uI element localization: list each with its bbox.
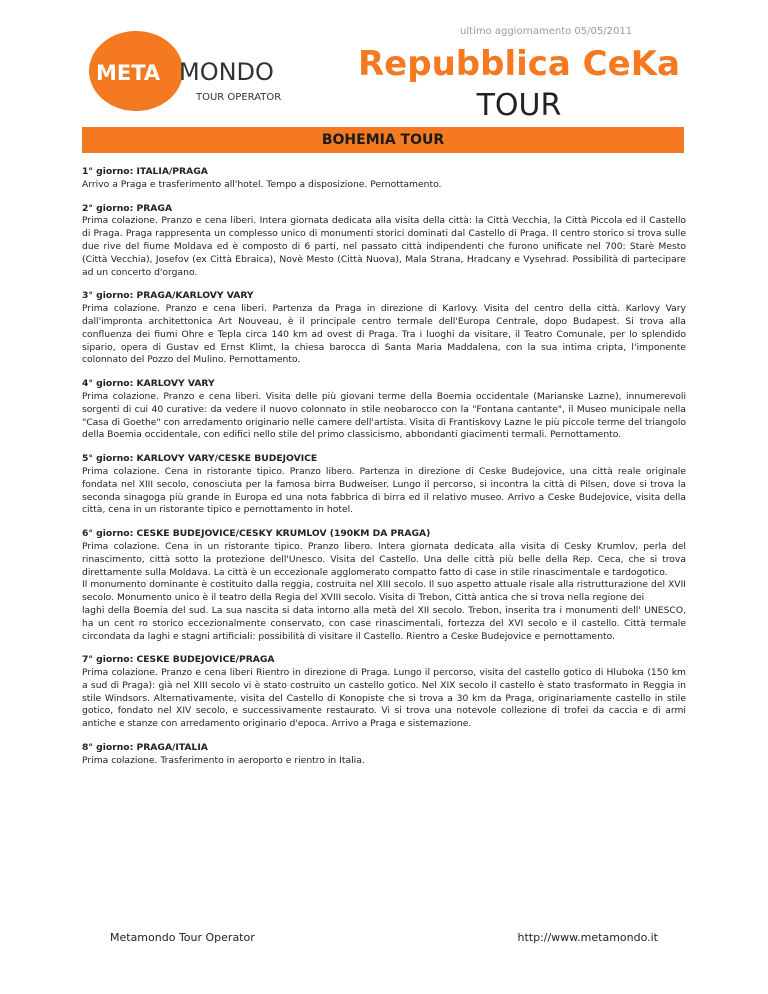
itinerary	[82, 166, 686, 779]
day-section	[82, 378, 686, 442]
title-tour: TOUR	[476, 88, 562, 123]
logo-word-meta: META	[96, 61, 161, 85]
day-section	[82, 654, 686, 731]
logo-tagline: TOUR OPERATOR	[196, 92, 282, 103]
last-updated: ultimo aggiornamento 05/05/2011	[460, 26, 633, 37]
day-title: 1° giorno: ITALIA/PRAGA	[82, 166, 208, 177]
day-description: Prima colazione. Cena in un ristorante tipico. Pranzo libero. Intera giornata dedicata alla visita di Cesky Krumlov, perla del rinascimento, città sotto la protezione dell'Unesco. Visita del Castello. Una delle città più belle della Rep. Ceca, che si trova direttamente sulla Moldava. La città è un eccezionale agglomerato compatto fatto di case in stile rinascimentale e tardogotico. Il monumento dominante è costituito dalla reggia, costruita nel XIII secolo. Il suo aspetto attuale risale alla ristrutturazione del XVII secolo. Monumento unico è il teatro della Regia del XVIII secolo. Visita di Trebon, Città antica che si trova nella regione dei laghi della Boemia del sud. La sua nascita si data intorno alla metà del XII secolo. Trebon, inserita tra i monumenti dell' UNESCO, ha un cent ro storico eccezionalmente conservato, con case rinascimentali, fortezza del XVI secolo e il castello. Città termale circondata da laghi e stagni artificiali: possibilità di visitare il Castello. Rientro a Ceske Budejovice e pernottamento.	[82, 540, 686, 642]
logo-word-mondo: MONDO	[179, 58, 274, 86]
day-title: 7° giorno: CESKE BUDEJOVICE/PRAGA	[82, 654, 275, 666]
day-description: Prima colazione. Cena in ristorante tipico. Pranzo libero. Partenza in direzione di Ceske Budejovice, una città reale originale fondata nel XIII secolo, conosciuta per la famosa birra Budweiser. Lungo il percorso, si incontra la città di Pilsen, dove si trova la seconda sinagoga più grande in Europa ed una nota fabbrica di birra ed il relativo museo. Arrivo a Ceske Budejovice, visita della città, cena in un ristorante tipico e pernottamento in hotel.	[82, 465, 686, 516]
day-section	[82, 166, 686, 192]
day-title: 6° giorno: CESKE BUDEJOVICE/CESKY KRUMLOV (190KM DA PRAGA)	[82, 528, 431, 540]
day-title: 2° giorno: PRAGA	[82, 202, 173, 214]
day-title: 4° giorno: KARLOVY VARY	[82, 378, 215, 390]
page-title	[358, 44, 680, 124]
day-title: 8° giorno: PRAGA/ITALIA	[82, 742, 208, 754]
day-description: Arrivo a Praga e trasferimento all'hotel. Tempo a disposizione. Pernottamento.	[82, 178, 442, 190]
day-description: Prima colazione. Pranzo e cena liberi. Visita delle più giovani terme della Boemia occidentale (Marianske Lazne), innumerevoli sorgenti di cui 40 curative: da vedere il nuovo colonnato in stile neobarocco con la "Fontana cantante", il Museo municipale nella "Casa di Goethe" con arredamento originario nelle camere dell'artista. Visita di Frantiskovy Lazne le più piccole terme del triangolo della Boemia occidentale, con edifici nello stile del primo classicismo, abbondanti giacimenti termali. Pernottamento.	[82, 390, 686, 441]
title-country: Repubblica CeKa	[357, 44, 680, 84]
day-title: 5° giorno: KARLOVY VARY/CESKE BUDEJOVICE	[82, 453, 318, 465]
metamondo-logo	[84, 26, 310, 116]
day-description: Prima colazione. Pranzo e cena liberi. Partenza da Praga in direzione di Karlovy. Visita del centro della città. Karlovy Vary dall'impronta architettonica Art Nouveau, è il principale centro termale dell'Europa Centrale, dopo Budapest. Si trova alla confluenza dei fiumi Ohre e Tepla circa 140 km ad ovest di Praga. Tra i luoghi da visitare, il Teatro Comunale, per lo splendido sipario, opera di Gustav ed Ernst Klimt, la chiesa barocca di Santa Maria Maddalena, con la sua intima cripta, l'imponente colonnato del Pozzo del Mulino. Pernottamento.	[82, 303, 686, 366]
day-section	[82, 528, 686, 643]
day-description: Prima colazione. Trasferimento in aeroporto e rientro in Italia.	[82, 754, 365, 766]
tour-name-banner: BOHEMIA TOUR	[82, 127, 684, 153]
day-section	[82, 742, 686, 768]
day-description: Prima colazione. Pranzo e cena liberi. Intera giornata dedicata alla visita della città: la Città Vecchia, la Città Piccola ed il Castello di Praga. Praga rappresenta un complesso unico di monumenti storici dominati dal Castello di Praga. Il centro storico si trova sulle due rive del fiume Moldava ed è composto di 6 parti, nel passato città indipendenti che furono unificate nel 700: Starè Mesto (Città Vecchia), Josefov (ex Città Ebraica), Novè Mesto (Città Nuova), Mala Strana, Hradcany e Vysehrad. Possibilità di partecipare ad un concerto d'organo.	[82, 215, 686, 278]
day-section	[82, 203, 686, 280]
footer-company: Metamondo Tour Operator	[110, 931, 255, 944]
day-description: Prima colazione. Pranzo e cena liberi Rientro in direzione di Praga. Lungo il percorso, visita del castello gotico di Hluboka (150 km a sud di Praga): già nel XIII secolo vi è stato costruito un castello gotico. Nel XIX secolo il castello è stato trasformato in Reggia in stile Windsors. Alternativamente, visita del Castello di Konopiste che si trova a 30 km da Praga, originariamente castello in stile gotico, fondato nel XIV secolo, e successivamente restaurato. Vi si trova una notevole collezione di trofei da caccia e di armi antiche e stanze con arredamento originario d'epoca. Arrivo a Praga e sistemazione.	[82, 667, 686, 730]
day-section	[82, 290, 686, 367]
day-section	[82, 453, 686, 517]
day-title: 3° giorno: PRAGA/KARLOVY VARY	[82, 290, 254, 302]
footer-website-link[interactable]: http://www.metamondo.it	[517, 931, 658, 944]
